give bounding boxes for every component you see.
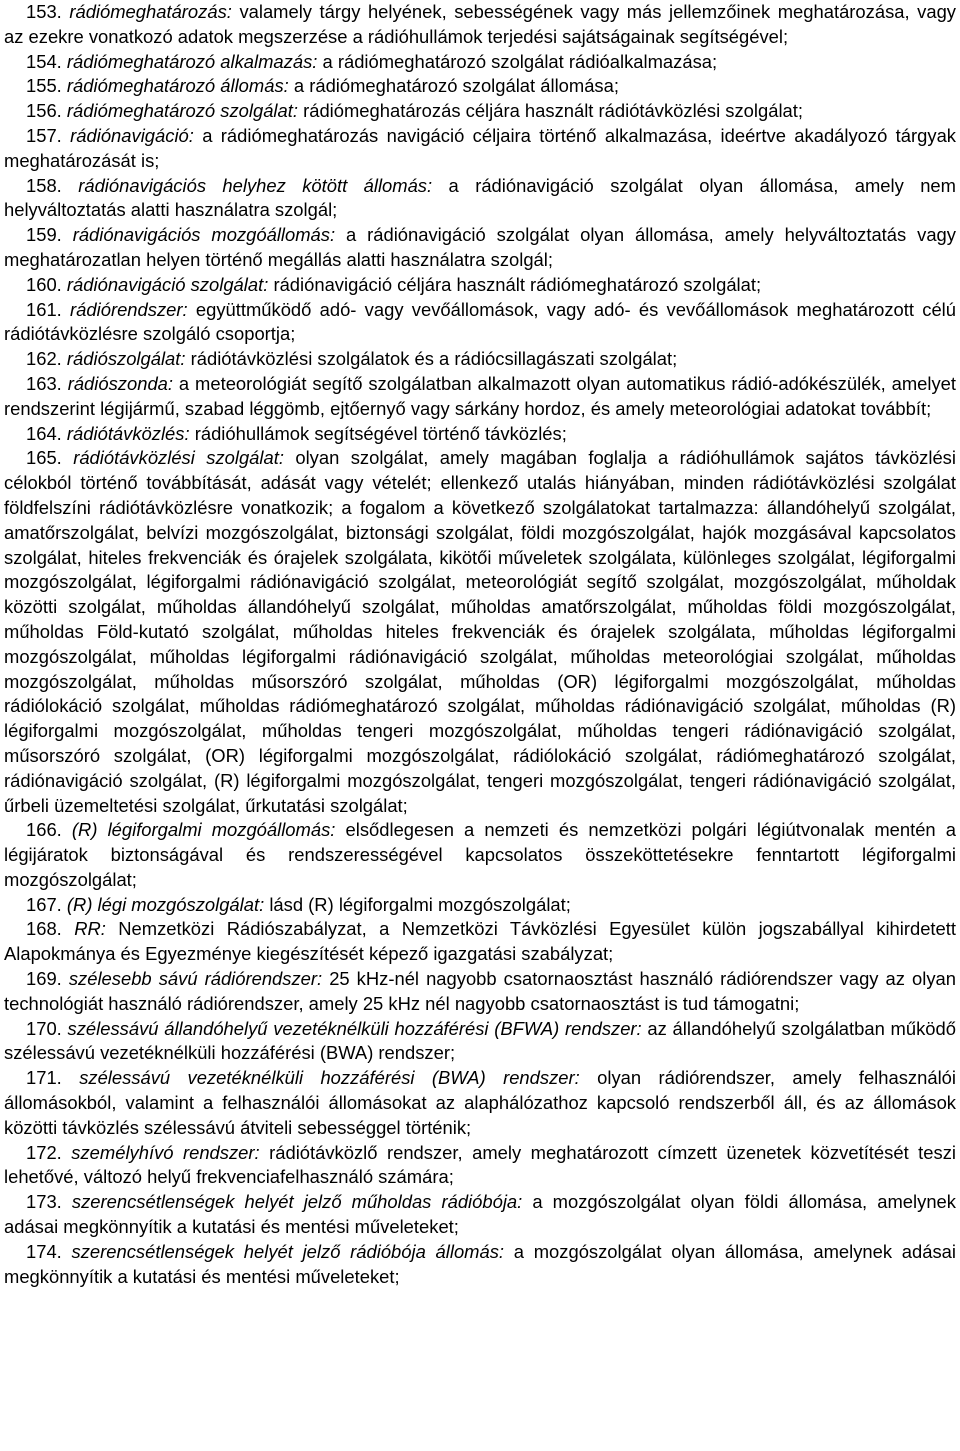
definition-entry (4, 372, 956, 422)
entry-number: 154. (26, 50, 62, 72)
entry-number: 170. (26, 1017, 62, 1039)
entry-term: személyhívó rendszer: (71, 1141, 260, 1163)
definition-entry (4, 917, 956, 967)
entry-number: 173. (26, 1191, 62, 1213)
entry-text: a rádiónavigáció szolgálat olyan állomása, amely helyváltoztatás vagy meghatározatlan helyen történő megállás alatti használatra szolgál; (4, 224, 956, 270)
definition-entry (4, 124, 956, 174)
entry-number: 153. (26, 1, 62, 22)
entry-term: rádiónavigáció szolgálat: (66, 273, 269, 295)
entry-term: rádiótávközlési szolgálat: (73, 447, 284, 469)
entry-text: rádiótávközlő rendszer, amely meghatározott címzett üzenetek közvetítését teszi lehetővé, változó helyű frekvenciafelhasználó számára; (4, 1141, 956, 1188)
definition-entry (4, 273, 956, 298)
definition-entry (4, 347, 956, 372)
entry-number: 172. (26, 1141, 62, 1163)
entry-number: 156. (26, 100, 62, 122)
entry-text: az állandóhelyű szolgálatban működő szélessávú vezetéknélküli hozzáférési (BWA) rendszer; (4, 1017, 956, 1064)
definition-entry (4, 1141, 956, 1191)
entry-term: (R) légiforgalmi mozgóállomás: (71, 819, 336, 841)
entry-number: 165. (26, 447, 62, 469)
entry-text: rádiótávközlési szolgálatok és a rádiócsillagászati szolgálat; (190, 348, 678, 370)
entry-number: 158. (26, 174, 62, 196)
entry-text: valamely tárgy helyének, sebességének vagy más jellemzőinek meghatározása, vagy az ezekre vonatkozó adatok megszerzése a rádióhullámok terjedési sajátságainak segítségével; (4, 1, 956, 47)
definition-entry (4, 1190, 956, 1240)
entry-number: 161. (26, 298, 62, 320)
entry-text: 25 kHz-nél nagyobb csatornaosztást használó rádiórendszer vagy az olyan technológiát használó rádiórendszer, amely 25 kHz nél nagyobb csatornaosztást is tud támogatni; (4, 968, 956, 1014)
entry-term: rádiómeghatározás: (69, 1, 232, 22)
entry-number: 155. (26, 75, 62, 97)
entry-term: rádiónavigációs helyhez kötött állomás: (78, 174, 433, 196)
entry-text: a rádiómeghatározó szolgálat rádióalkalmazása; (322, 50, 718, 72)
entry-term: rádiótávközlés: (66, 422, 190, 444)
entry-text: rádióhullámok segítségével történő távközlés; (194, 422, 567, 444)
entry-text: rádiónavigáció céljára használt rádiómeghatározó szolgálat; (273, 273, 762, 295)
entry-term: szélessávú állandóhelyű vezetéknélküli hozzáférési (BFWA) rendszer: (67, 1017, 642, 1039)
entry-number: 157. (26, 124, 62, 146)
entry-text: a rádiómeghatározó szolgálat állomása; (293, 75, 619, 97)
definition-entry (4, 50, 956, 75)
entry-term: rádiórendszer: (70, 298, 188, 320)
entry-text: Nemzetközi Rádiószabályzat, a Nemzetközi Távközlési Egyesület külön jogszabállyal kihirdetett Alapokmánya és Egyezménye kiegészítését képező igazgatási szabályzat; (4, 918, 956, 965)
entry-text: lásd (R) légiforgalmi mozgószolgálat; (269, 893, 571, 915)
definition-entry (4, 1240, 956, 1290)
document-page (4, 0, 956, 1289)
entry-text: a rádiónavigáció szolgálat olyan állomása, amely nem helyváltoztatás alatti használatra szolgál; (4, 174, 956, 221)
entry-number: 166. (26, 819, 62, 841)
entry-term: szélessávú vezetéknélküli hozzáférési (BWA) rendszer: (79, 1067, 580, 1089)
entry-number: 160. (26, 273, 62, 295)
entry-term: (R) légi mozgószolgálat: (66, 893, 265, 915)
entry-text: elsődlegesen a nemzeti és nemzetközi polgári légiútvonalak mentén a légijáratok biztonságával és rendszerességével kapcsolatos összeköttetésekre fenntartott légiforgalmi mozgószolgálat; (4, 819, 957, 890)
entry-text: a mozgószolgálat olyan földi állomása, amelynek adásai megkönnyítik a kutatási és mentési műveleteket; (4, 1191, 956, 1238)
entry-number: 159. (26, 224, 62, 246)
definition-entry (4, 1066, 956, 1140)
definition-entry (4, 893, 956, 918)
entry-number: 167. (26, 893, 62, 915)
entry-text: együttműködő adó- vagy vevőállomások, vagy adó- és vevőállomások meghatározott célú rádiótávközlésre szolgáló csoportja; (4, 298, 956, 345)
entry-term: rádiómeghatározó szolgálat: (66, 100, 298, 122)
definition-entry (4, 967, 956, 1017)
definition-entry (4, 1017, 956, 1067)
definition-entry (4, 422, 956, 447)
entry-term: szélesebb sávú rádiórendszer: (68, 968, 323, 990)
definition-entry (4, 174, 956, 224)
entry-text: a rádiómeghatározás navigáció céljaira történő alkalmazása, ideértve akadályozó tárgyak meghatározását is; (4, 124, 956, 171)
entry-text: olyan rádiórendszer, amely felhasználói állomásokból, valamint a felhasználói állomásokat az alaphálózathoz kapcsoló rendszerből áll, és az állomások közötti távközlés szélessávú átviteli sebességgel történik; (4, 1067, 956, 1138)
entry-number: 162. (26, 348, 62, 370)
entry-term: szerencsétlenségek helyét jelző rádióbója állomás: (71, 1240, 505, 1262)
definition-entry (4, 446, 956, 818)
entry-text: a meteorológiát segítő szolgálatban alkalmazott olyan automatikus rádió-adókészülék, amelyet rendszerint légijármű, szabad léggömb, ejtőernyő vagy sárkány hordoz, és amely meteorológiai adatokat továbbít; (4, 372, 956, 419)
entry-text: rádiómeghatározás céljára használt rádiótávközlési szolgálat; (303, 100, 803, 122)
entry-text: olyan szolgálat, amely magában foglalja a rádióhullámok sajátos távközlési célokból történő továbbítását, adását vagy vételét; ellenkező utalás hiányában, minden rádiótávközlési szolgálat földfelszíni rádiótávközlésre vonatkozik; a fogalom a következő szolgálatokat tartalmazza: állandóhelyű szolgálat, amatőrszolgálat, belvízi mozgószolgálat, biztonsági szolgálat, földi mozgószolgálat, hajók mozgásával kapcsolatos szolgálat, hiteles frekvenciák és órajelek szolgálata, kikötői műveletek szolgálata, különleges szolgálat, légiforgalmi mozgószolgálat, légiforgalmi rádiónavigáció szolgálat, meteorológiát segítő szolgálat, mozgószolgálat, műholdak közötti szolgálat, műholdas állandóhelyű szolgálat, műholdas amatőrszolgálat, műholdas földi mozgószolgálat, műholdas Föld-kutató szolgálat, műholdas hiteles frekvenciák és órajelek szolgálata, műholdas légiforgalmi mozgószolgálat, műholdas légiforgalmi rádiónavigáció szolgálat, műholdas meteorológiai szolgálat, műholdas mozgószolgálat, műholdas műsorszóró szolgálat, műholdas (OR) légiforgalmi mozgószolgálat, műholdas rádiólokáció szolgálat, műholdas rádiómeghatározó szolgálat, műholdas rádiónavigáció szolgálat, műholdas (R) légiforgalmi mozgószolgálat, műholdas tengeri mozgószolgálat, műholdas tengeri rádiónavigáció szolgálat, műsorszóró szolgálat, (OR) légiforgalmi mozgószolgálat, rádiólokáció szolgálat, rádiómeghatározó szolgálat, rádiónavigáció szolgálat, (R) légiforgalmi mozgószolgálat, tengeri mozgószolgálat, tengeri rádiónavigáció szolgálat, űrbeli üzemeltetési szolgálat, űrkutatási szolgálat; (4, 447, 956, 816)
entry-term: rádiószonda: (67, 372, 174, 394)
entry-number: 171. (26, 1067, 62, 1089)
definition-entry (4, 74, 956, 99)
entry-number: 174. (26, 1240, 62, 1262)
entry-number: 168. (26, 918, 62, 940)
entry-number: 163. (26, 372, 62, 394)
entry-number: 169. (26, 968, 62, 990)
entry-term: rádiónavigációs mozgóállomás: (72, 224, 336, 246)
entry-term: RR: (74, 918, 106, 940)
entry-term: szerencsétlenségek helyét jelző műholdas rádióbója: (71, 1191, 523, 1213)
entry-term: rádiónavigáció: (70, 124, 194, 146)
entry-term: rádiómeghatározó állomás: (66, 75, 289, 97)
entry-term: rádiómeghatározó alkalmazás: (66, 50, 318, 72)
definition-entry (4, 99, 956, 124)
entry-number: 164. (26, 422, 62, 444)
definition-entry (4, 0, 956, 50)
entry-text: a mozgószolgálat olyan állomása, amelynek adásai megkönnyítik a kutatási és mentési műveleteket; (4, 1240, 956, 1287)
definition-entry (4, 223, 956, 273)
definition-entry (4, 298, 956, 348)
definition-entry (4, 818, 956, 892)
entry-term: rádiószolgálat: (66, 348, 186, 370)
